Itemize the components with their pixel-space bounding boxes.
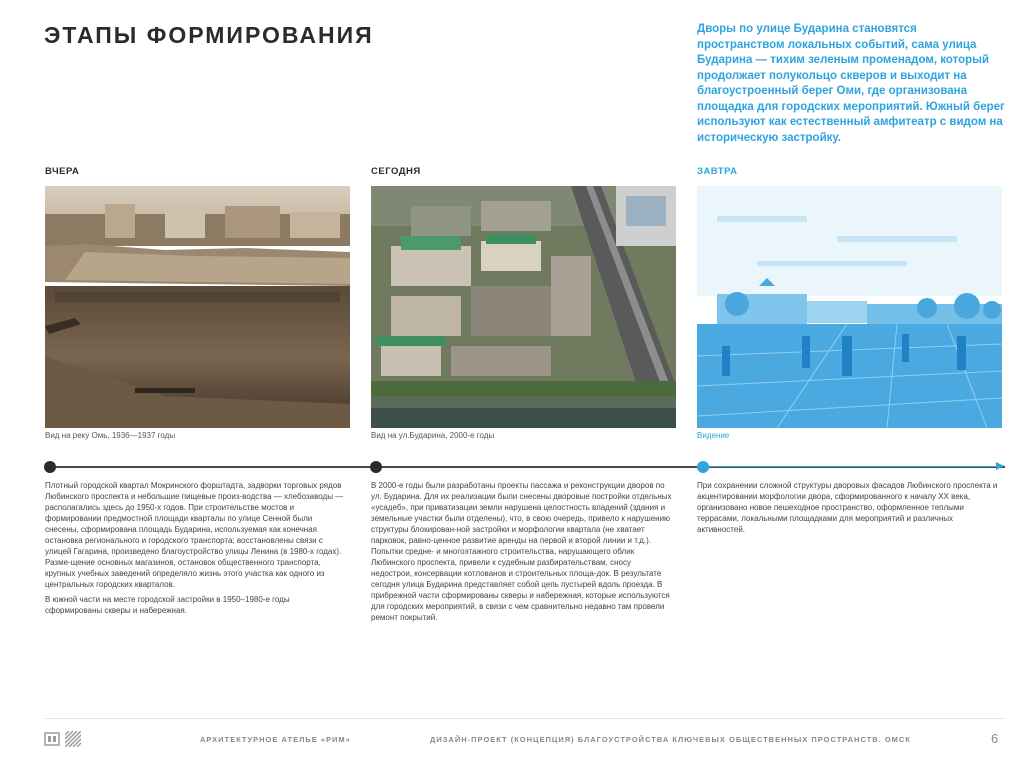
pattern-logo-icon [65,731,81,747]
column-heading: СЕГОДНЯ [371,166,421,177]
paragraph: В южной части на месте городской застройки в 1950–1980-е годы сформированы скверы и набережная. [45,595,290,615]
timeline-dot-today [370,461,382,473]
paragraph: Плотный городской квартал Мокринского форштадта, задворки торговых рядов Любинского проспекта и небольшие пищевые произ-водства — хлебозаводы — располагались здесь до 1950-х годов. При строительстве мостов и формировании предмостной площади кварталы по улице Сенной были снесены, сформирована площадь Бударина, используемая как конечная остановка регионального и городского транспорта; восстановлены связи с улицей Гагарина, произведено благоустройство улицы Ленина (в 1980-х годах). Разме-щение основных магазинов, остановок общественного транспорта, крупных учебных заведений определяло жизнь этого участка как одного из центральных городских кварталов. [45,481,344,589]
timeline-dot-tomorrow [697,461,709,473]
photo-caption: Видение [697,431,730,440]
column-today [371,166,676,440]
footer-divider [45,718,1005,719]
column-heading: ЗАВТРА [697,166,738,177]
column-text-yesterday [45,480,347,620]
intro-text: Дворы по улице Бударина становятся пространством локальных событий, сама улица Бударина — тихим зеленым променадом, который продолжает полукольцо скверов и выходит на благоустроенный берег Оми, где организована площадка для городских мероприятий. Южный берег используют как естественный амфитеатр с видом на историческую застройку. [697,23,1005,144]
column-tomorrow [697,166,1002,440]
column-text-today [371,480,673,627]
page-number: 6 [991,731,999,746]
paragraph: В 2000-е годы были разработаны проекты пассажа и реконструкции дворов по ул. Бударина. Для их реализации были снесены дворовые постройки отдельных «усадеб», при приватизации земли нарушена целостность владений (здания и земельные участки были отделены), что, в свою очередь, привело к нарушению структуры блокирован-ной застройки и морфологии квартала (не хватает парковок, равно-ценное развитие аренды на первой и второй линии и т.д.). Попытки средне- и многоэтажного строительства, нарушающего облик Любинского проспекта, привели к судебным разбирательствам, сносу недострои, консервации котлованов и строительных площа-док. В результате сегодня улица Бударина представляет собой цепь пустырей вдоль проезда. В прибрежной части сформированы скверы и набережная, которые используются для городских мероприятий, в связи с чем сравнительно недавно там провели ремонт покрытий. [371,481,672,622]
vision-rendering-photo [697,186,1002,428]
footer-project-title: ДИЗАЙН-ПРОЕКТ (КОНЦЕПЦИЯ) БЛАГОУСТРОЙСТВА КЛЮЧЕВЫХ ОБЩЕСТВЕННЫХ ПРОСТРАНСТВ. ОМСК [430,735,911,744]
studio-logo-icon [44,731,60,747]
page-title: ЭТАПЫ ФОРМИРОВАНИЯ [44,22,374,48]
historic-river-photo [45,186,350,428]
timeline-line [45,466,1005,468]
footer-logos [44,731,81,747]
aerial-street-photo [371,186,676,428]
column-heading: ВЧЕРА [45,166,80,177]
timeline-future-segment [702,466,1002,467]
photo-caption: Вид на ул.Бударина, 2000-е годы [371,431,495,440]
column-text-tomorrow [697,480,999,539]
photo-caption: Вид на реку Омь, 1936—1937 годы [45,431,176,440]
column-yesterday [45,166,350,440]
timeline-arrow-icon [996,462,1004,470]
footer-studio-name: АРХИТЕКТУРНОЕ АТЕЛЬЕ «РИМ» [200,735,351,744]
timeline-dot-yesterday [44,461,56,473]
paragraph: При сохранении сложной структуры дворовых фасадов Любинского проспекта и акцентировании морфологии двора, сформированного к началу XX века, организовано новое пешеходное пространство, оформленное теплыми террасами, локальными площадками для мероприятий и различных активностей. [697,481,998,534]
